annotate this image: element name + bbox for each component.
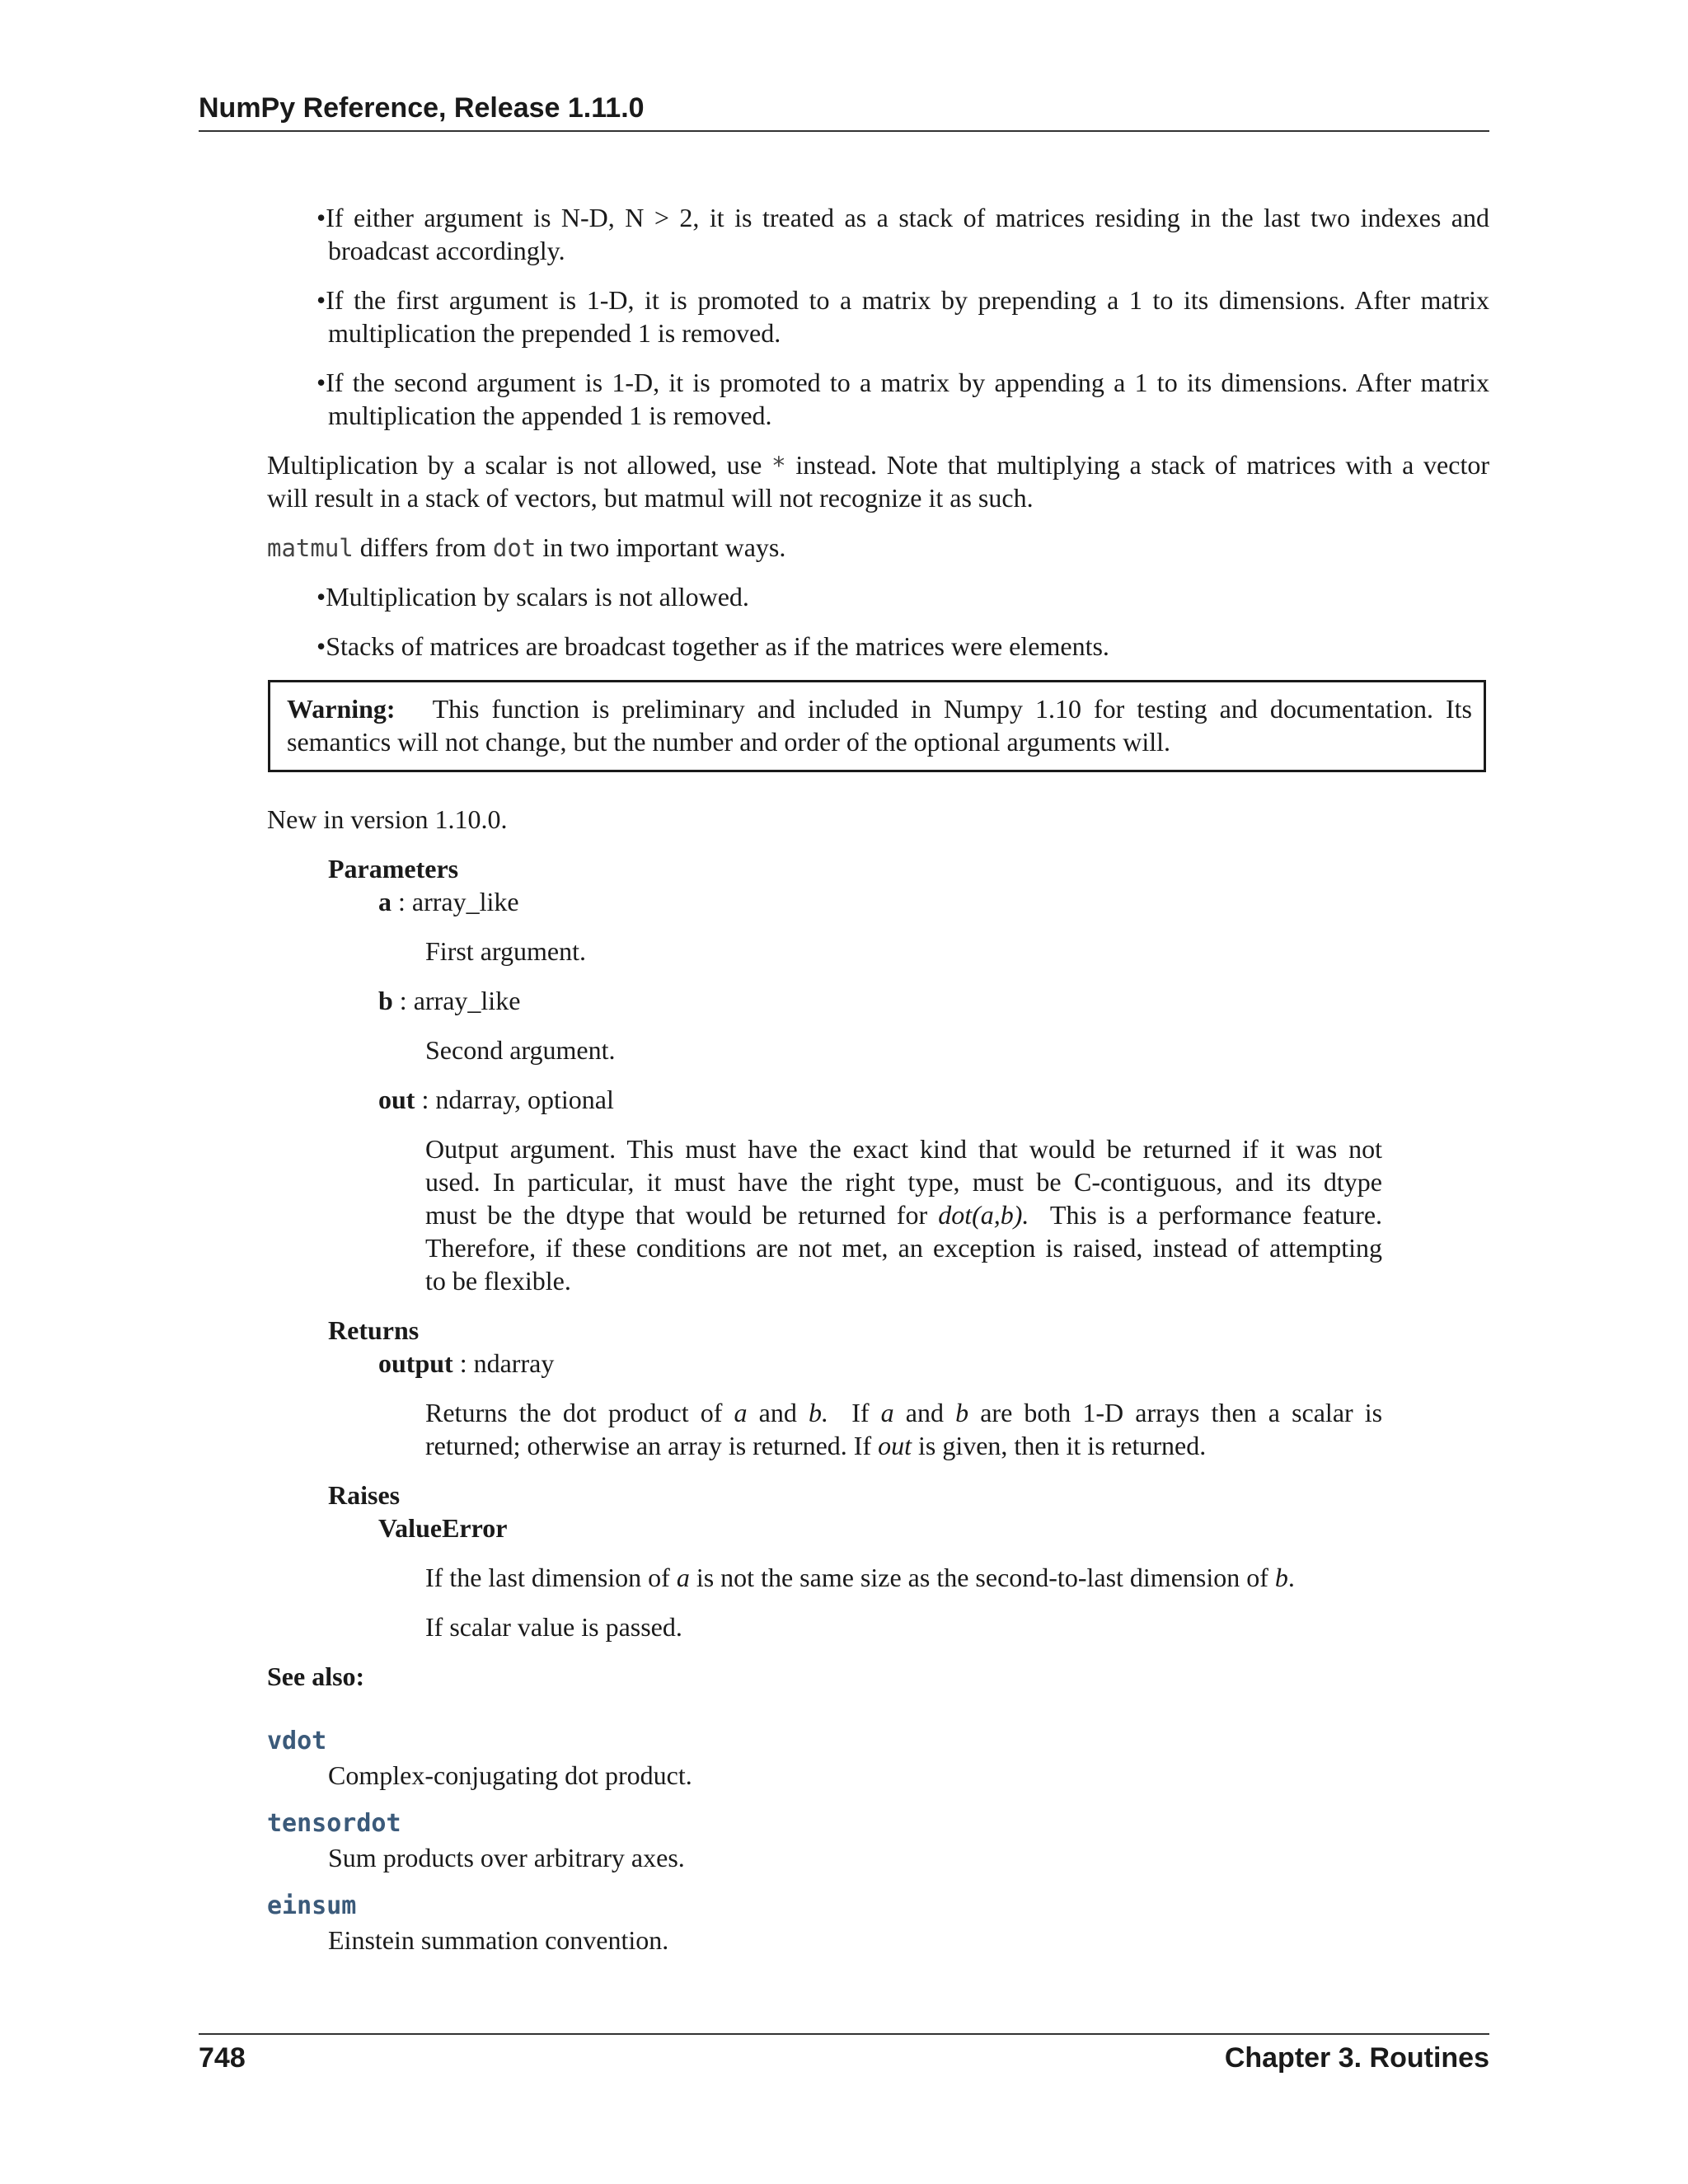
scalar-note-line1: Multiplication by a scalar is not allowed, use * instead. Note that multiplying a stack of matrices with a vector (267, 450, 1490, 480)
param-out-desc-line3: must be the dtype that would be returned for dot(a,b). This is a performance feature. (425, 1200, 1383, 1230)
bullet-second-line1: •If the second argument is 1-D, it is promoted to a matrix by appending a 1 to its dimensions. After matrix (316, 368, 1489, 397)
param-b-desc: Second argument. (425, 1035, 616, 1065)
raise-desc-scalar: If scalar value is passed. (425, 1612, 682, 1642)
header-rule (199, 130, 1489, 132)
parameters-heading: Parameters (328, 854, 459, 883)
param-out-desc-line5: to be flexible. (425, 1266, 571, 1296)
param-out-desc-line1: Output argument. This must have the exact kind that would be returned if it was not (425, 1134, 1382, 1164)
bullet-nd-line2: broadcast accordingly. (328, 236, 565, 265)
param-out: out : ndarray, optional (378, 1085, 614, 1114)
dot-code: dot (492, 534, 537, 562)
return-output: output : ndarray (378, 1348, 555, 1378)
see-also-heading: See also: (267, 1661, 365, 1691)
warning-line1: Warning: This function is preliminary and included in Numpy 1.10 for testing and documentation. Its (287, 694, 1473, 724)
bullet-second-line2: multiplication the appended 1 is removed. (328, 401, 772, 430)
warning-line2: semantics will not change, but the number and order of the optional arguments will. (287, 727, 1171, 757)
bullet-first-line2: multiplication the prepended 1 is removed. (328, 318, 781, 348)
bullet-scalars: •Multiplication by scalars is not allowed. (316, 582, 749, 612)
new-in-version: New in version 1.10.0. (267, 804, 508, 834)
bullet-stacks: •Stacks of matrices are broadcast together as if the matrices were elements. (316, 631, 1109, 661)
raise-desc-dimension: If the last dimension of a is not the same size as the second-to-last dimension of b. (425, 1563, 1295, 1592)
differs-line: matmul differs from dot in two important ways. (267, 532, 786, 562)
param-a: a : array_like (378, 887, 519, 916)
bullet-nd-line1: •If either argument is N-D, N > 2, it is treated as a stack of matrices residing in the last two indexes and (316, 203, 1489, 232)
matmul-code: matmul (267, 534, 354, 562)
raise-valueerror: ValueError (378, 1513, 508, 1543)
param-out-desc-line2: used. In particular, it must have the right type, must be C-contiguous, and its dtype (425, 1167, 1382, 1197)
see-also-link-vdot[interactable]: vdot (267, 1727, 327, 1755)
see-also-link-einsum[interactable]: einsum (267, 1891, 357, 1920)
see-also-desc-vdot: Complex-conjugating dot product. (328, 1760, 692, 1790)
bullet-first-line1: •If the first argument is 1-D, it is promoted to a matrix by prepending a 1 to its dimensions. After matrix (316, 285, 1489, 315)
see-also-link-tensordot[interactable]: tensordot (267, 1809, 401, 1838)
returns-heading: Returns (328, 1315, 420, 1345)
param-a-desc: First argument. (425, 936, 586, 966)
return-desc-line1: Returns the dot product of a and b. If a and b are both 1-D arrays then a scalar is (425, 1398, 1383, 1427)
raises-heading: Raises (328, 1480, 401, 1510)
footer-rule (199, 2033, 1489, 2035)
page-number: 748 (199, 2042, 246, 2074)
param-out-desc-line4: Therefore, if these conditions are not met, an exception is raised, instead of attempting (425, 1233, 1382, 1263)
running-header: NumPy Reference, Release 1.11.0 (199, 92, 645, 124)
return-desc-line2: returned; otherwise an array is returned. If out is given, then it is returned. (425, 1431, 1207, 1460)
scalar-note-line2: will result in a stack of vectors, but matmul will not recognize it as such. (267, 483, 1034, 513)
see-also-desc-tensordot: Sum products over arbitrary axes. (328, 1843, 685, 1872)
param-b: b : array_like (378, 986, 521, 1015)
warning-label: Warning: (287, 694, 396, 724)
chapter-label: Chapter 3. Routines (1224, 2042, 1489, 2074)
see-also-desc-einsum: Einstein summation convention. (328, 1925, 669, 1955)
